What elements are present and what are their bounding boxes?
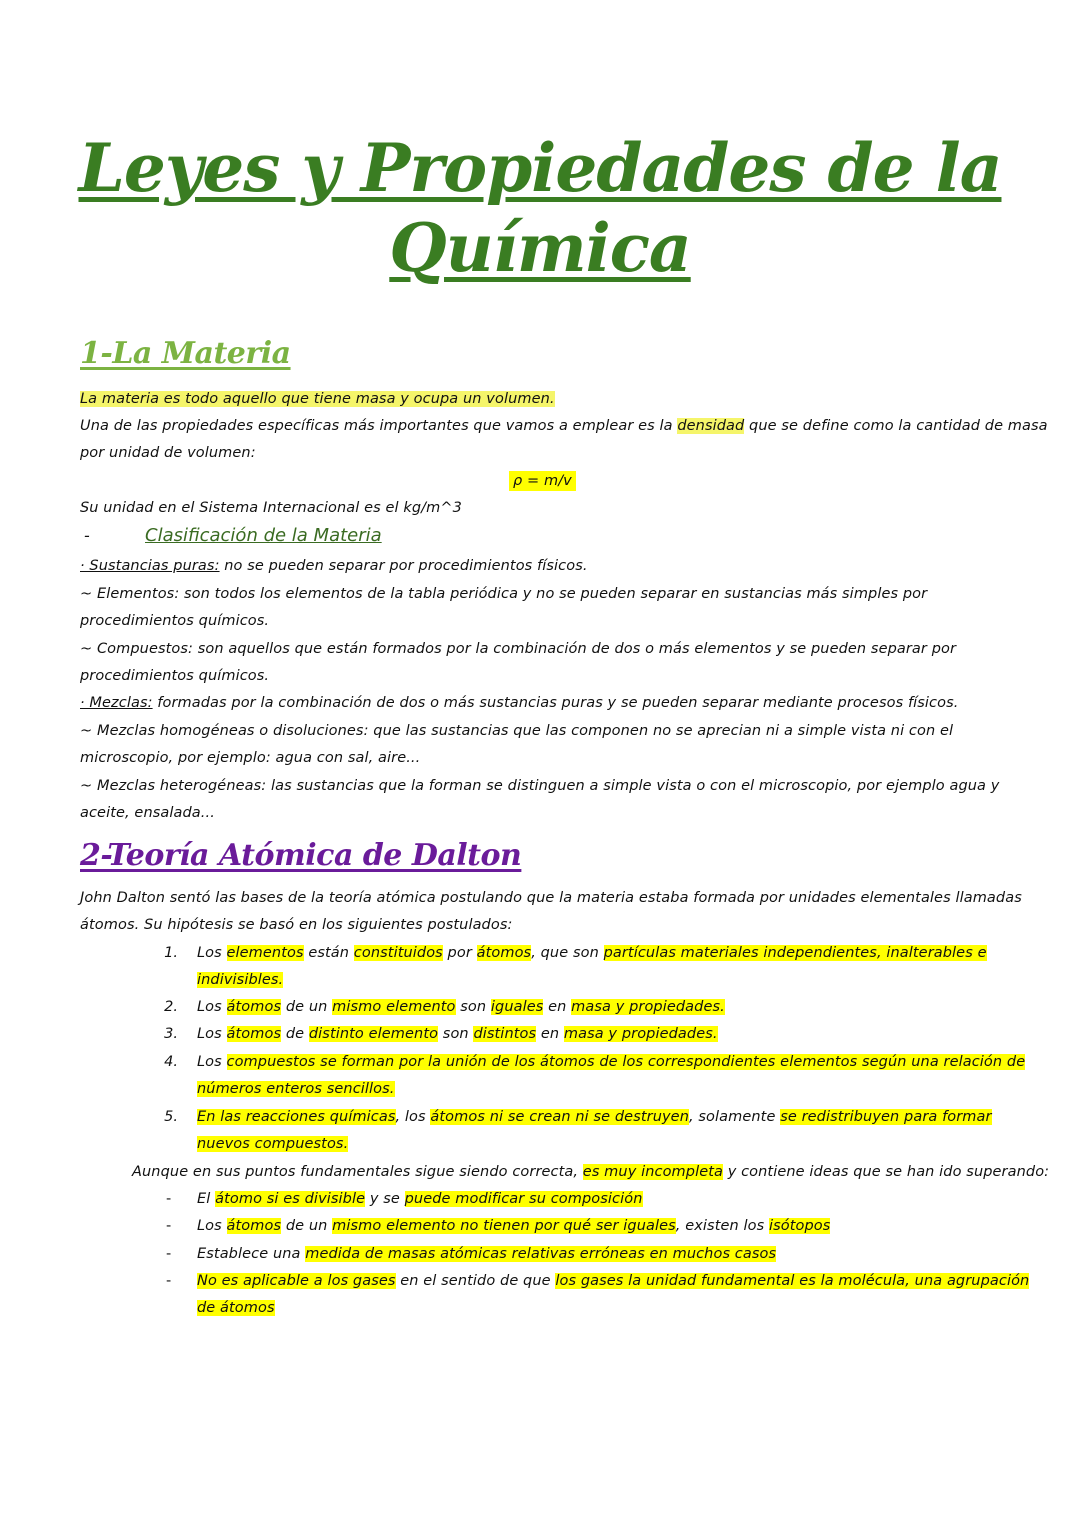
document-title-line-2: Química — [389, 209, 691, 287]
postulate-5-line-1: En las reacciones químicas, los átomos ni se crean ni se destruyen, solamente se redistribuyen para formar — [197, 1109, 992, 1125]
density-term: densidad — [677, 418, 745, 434]
critique-item-4-line-1: No es aplicable a los gases en el sentido de que los gases la unidad fundamental es la molécula, una agrupación — [197, 1273, 1030, 1289]
postulate-1-line-2: indivisibles. — [197, 972, 284, 988]
postulate-number: 5. — [164, 1109, 178, 1125]
section-heading-dalton: 2-Teoría Atómica de Dalton — [80, 838, 522, 873]
homogeneous-line-2: microscopio, por ejemplo: agua con sal, aire... — [80, 750, 421, 766]
critique-intro: Aunque en sus puntos fundamentales sigue siendo correcta, es muy incompleta y contiene ideas que se han ido superando: — [132, 1164, 1050, 1180]
postulate-4-line-2: números enteros sencillos. — [197, 1081, 395, 1097]
postulate-number: 3. — [164, 1026, 178, 1042]
heterogeneous-line-2: aceite, ensalada... — [80, 805, 215, 821]
postulate-3-line-1: Los átomos de distinto elemento son distintos en masa y propiedades. — [197, 1026, 718, 1042]
bullet-dash: - — [166, 1191, 172, 1207]
postulate-2-line-1: Los átomos de un mismo elemento son iguales en masa y propiedades. — [197, 999, 725, 1015]
materia-definition: La materia es todo aquello que tiene masa y ocupa un volumen. — [80, 391, 555, 407]
dalton-intro-line-2: átomos. Su hipótesis se basó en los siguientes postulados: — [80, 917, 513, 933]
critique-item-4-line-2: de átomos — [197, 1300, 275, 1316]
homogeneous-line-1: ~ Mezclas homogéneas o disoluciones: que las sustancias que las componen no se aprecian ni a simple vista ni con el — [80, 723, 954, 739]
bullet-dash: - — [166, 1246, 172, 1262]
document-title-line-1: Leyes y Propiedades de la — [78, 129, 1002, 207]
critique-item-3: Establece una medida de masas atómicas relativas erróneas en muchos casos — [197, 1246, 777, 1262]
postulate-number: 2. — [164, 999, 178, 1015]
compounds-line-2: procedimientos químicos. — [80, 668, 270, 684]
heterogeneous-line-1: ~ Mezclas heterogéneas: las sustancias que la forman se distinguen a simple vista o con el microscopio, por ejemplo agua y — [80, 778, 1000, 794]
postulate-4-line-1: Los compuestos se forman por la unión de los átomos de los correspondientes elementos según una relación de — [197, 1054, 1026, 1070]
mixtures-line: · Mezclas: formadas por la combinación de dos o más sustancias puras y se pueden separar mediante procesos físicos. — [80, 695, 959, 711]
postulate-number: 4. — [164, 1054, 178, 1070]
elements-line-1: ~ Elementos: son todos los elementos de la tabla periódica y no se pueden separar en sustancias más simples por — [80, 586, 928, 602]
density-paragraph-line-2: por unidad de volumen: — [80, 445, 256, 461]
postulate-number: 1. — [164, 945, 178, 961]
section-heading-la-materia: 1-La Materia — [80, 336, 291, 371]
density-formula: ρ = m/v — [509, 470, 576, 492]
bullet-dash: - — [166, 1218, 172, 1234]
critique-item-2: Los átomos de un mismo elemento no tienen por qué ser iguales, existen los isótopos — [197, 1218, 831, 1234]
subheading-dash: - — [84, 526, 90, 545]
si-unit-line: Su unidad en el Sistema Internacional es el kg/m^3 — [80, 500, 462, 516]
critique-item-1: El átomo si es divisible y se puede modificar su composición — [197, 1191, 643, 1207]
subheading-clasificacion: Clasificación de la Materia — [145, 525, 382, 546]
pure-substances-line: · Sustancias puras: no se pueden separar por procedimientos físicos. — [80, 558, 588, 574]
postulate-5-line-2: nuevos compuestos. — [197, 1136, 349, 1152]
dalton-intro-line-1: John Dalton sentó las bases de la teoría atómica postulando que la materia estaba formada por unidades elementales llamadas — [80, 890, 1022, 906]
elements-line-2: procedimientos químicos. — [80, 613, 270, 629]
postulate-1-line-1: Los elementos están constituidos por átomos, que son partículas materiales independientes, inalterables e — [197, 945, 987, 961]
bullet-dash: - — [166, 1273, 172, 1289]
compounds-line-1: ~ Compuestos: son aquellos que están formados por la combinación de dos o más elementos y se pueden separar por — [80, 641, 957, 657]
density-paragraph-line-1: Una de las propiedades específicas más importantes que vamos a emplear es la densidad que se define como la cantidad de masa — [80, 418, 1048, 434]
